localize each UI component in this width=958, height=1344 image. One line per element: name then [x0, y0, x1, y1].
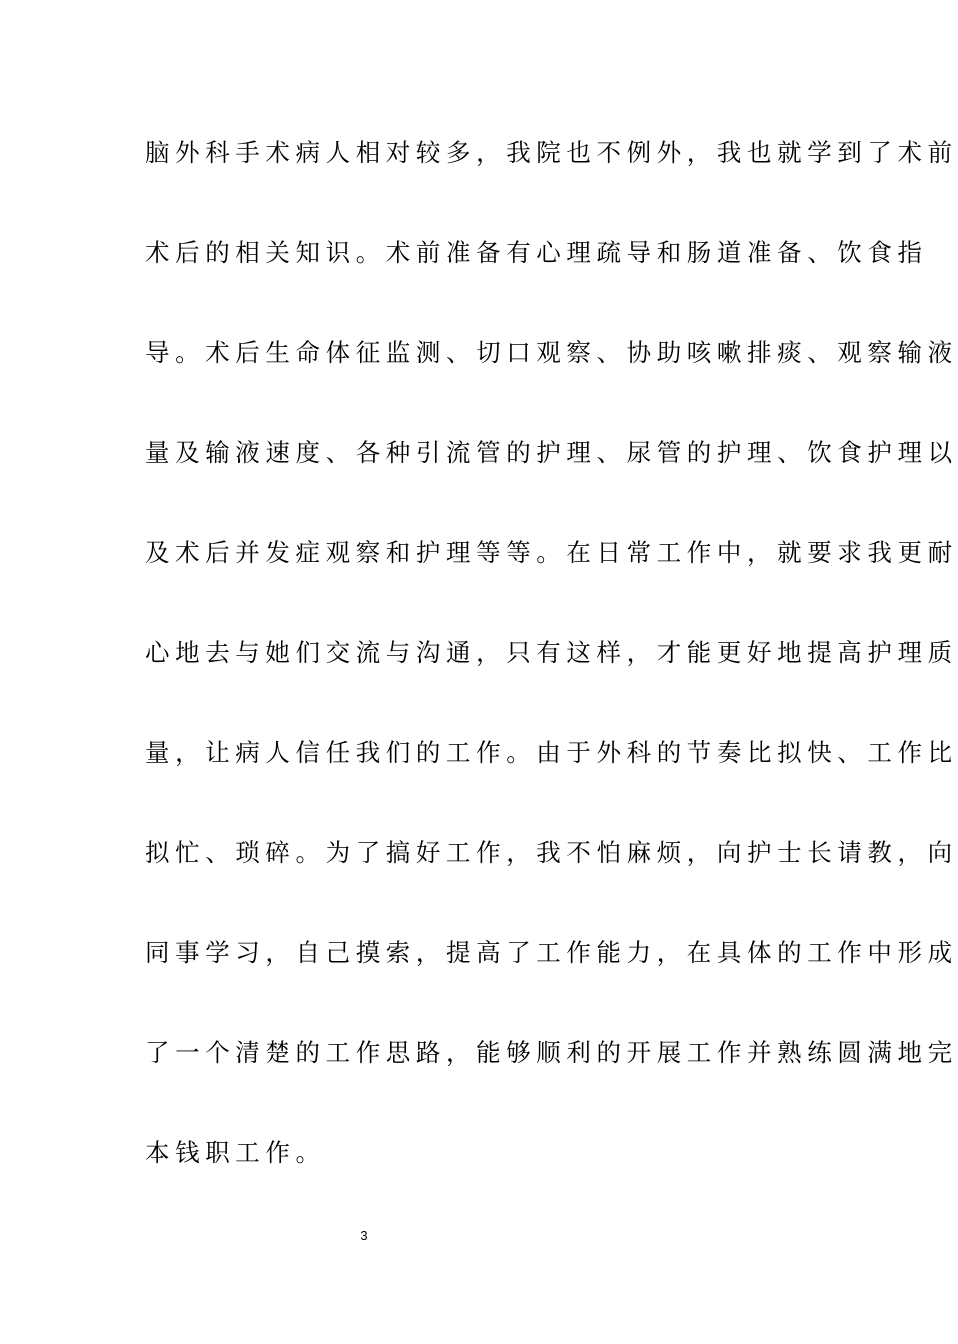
text-line: 了一个清楚的工作思路，能够顺利的开展工作并熟练圆满地完	[145, 1038, 958, 1067]
text-line: 导。术后生命体征监测、切口观察、协助咳嗽排痰、观察输液	[145, 338, 958, 367]
text-line: 拟忙、琐碎。为了搞好工作，我不怕麻烦，向护士长请教，向	[145, 838, 958, 867]
text-line: 量及输液速度、各种引流管的护理、尿管的护理、饮食护理以	[145, 438, 958, 467]
text-line: 本钱职工作。	[145, 1138, 326, 1167]
text-line: 脑外科手术病人相对较多，我院也不例外，我也就学到了术前	[145, 138, 958, 167]
text-line: 及术后并发症观察和护理等等。在日常工作中，就要求我更耐	[145, 538, 958, 567]
page-number: 3	[360, 1228, 368, 1243]
body-paragraph	[145, 128, 958, 1228]
text-line: 量，让病人信任我们的工作。由于外科的节奏比拟快、工作比	[145, 738, 958, 767]
text-line: 术后的相关知识。术前准备有心理疏导和肠道准备、饮食指	[145, 238, 928, 267]
text-line: 心地去与她们交流与沟通，只有这样，才能更好地提高护理质	[145, 638, 958, 667]
text-line: 同事学习，自己摸索，提高了工作能力，在具体的工作中形成	[145, 938, 958, 967]
